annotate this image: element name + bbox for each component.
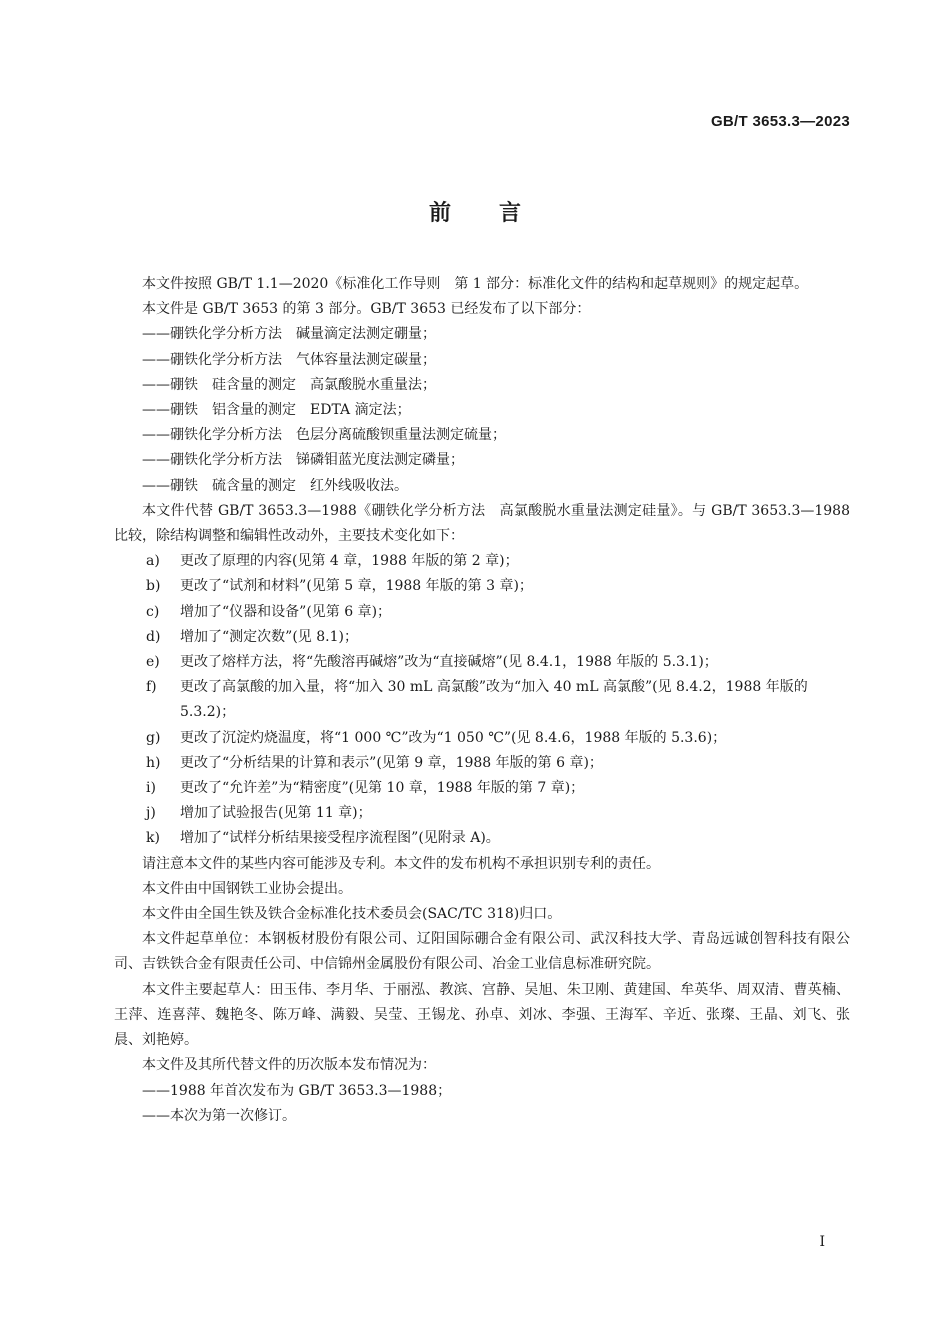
change-item — [114, 776, 850, 801]
change-item — [114, 574, 850, 599]
standard-number: GB/T 3653.3—2023 — [710, 113, 850, 130]
change-item-text: 增加了“试样分析结果接受程序流程图”(见附录 A)。 — [180, 830, 500, 847]
change-item-text: 更改了高氯酸的加入量，将“加入 30 mL 高氯酸”改为“加入 40 mL 高氯酸”(见 8.4.2，1988 年版的 5.3.2)； — [180, 679, 808, 721]
paragraph-replacement: 本文件代替 GB/T 3653.3—1988《硼铁化学分析方法 高氯酸脱水重量法测定硅量》。与 GB/T 3653.3—1988 比较，除结构调整和编辑性改动外，主要技术变化如下： — [114, 502, 850, 545]
change-item-label: j) — [146, 805, 156, 822]
change-item-text: 更改了原理的内容(见第 4 章，1988 年版的第 2 章)； — [180, 553, 519, 570]
change-item-label: a) — [146, 553, 160, 570]
change-item-label: b) — [146, 578, 161, 595]
title-char-2: 言 — [499, 201, 522, 226]
change-item — [114, 650, 850, 675]
page-title — [0, 196, 950, 227]
change-item-text: 更改了“允许差”为“精密度”(见第 10 章，1988 年版的第 7 章)； — [180, 780, 585, 797]
change-item-label: i) — [146, 780, 156, 797]
change-item-label: f) — [146, 679, 157, 696]
change-item — [114, 726, 850, 751]
change-item-text: 增加了试验报告(见第 11 章)； — [180, 805, 372, 822]
paragraph-drafting-rules: 本文件按照 GB/T 1.1—2020《标准化工作导则 第 1 部分：标准化文件的结构和起草规则》的规定起草。 — [142, 276, 809, 292]
list-item-part: ——硼铁 硫含量的测定 红外线吸收法。 — [142, 477, 408, 494]
list-item-part: ——硼铁化学分析方法 碱量滴定法测定硼量； — [142, 326, 436, 343]
list-item-history: ——1988 年首次发布为 GB/T 3653.3—1988； — [142, 1082, 452, 1099]
list-item-part: ——硼铁化学分析方法 色层分离硫酸钡重量法测定硫量； — [142, 427, 506, 444]
change-item — [114, 751, 850, 776]
change-item-text: 更改了熔样方法，将“先酸溶再碱熔”改为“直接碱熔”(见 8.4.1，1988 年版的 5.3.1)； — [180, 654, 718, 671]
change-item — [114, 826, 850, 851]
change-item-text: 增加了“仪器和设备”(见第 6 章)； — [180, 603, 392, 620]
paragraph-patent-notice: 请注意本文件的某些内容可能涉及专利。本文件的发布机构不承担识别专利的责任。 — [142, 855, 660, 872]
title-char-1: 前 — [428, 201, 451, 226]
change-item-label: g) — [146, 729, 161, 746]
paragraph-part-intro: 本文件是 GB/T 3653 的第 3 部分。GB/T 3653 已经发布了以下部分： — [142, 301, 591, 318]
change-item-text: 更改了“分析结果的计算和表示”(见第 9 章，1988 年版的第 6 章)； — [180, 754, 603, 771]
paragraph-proposed-by: 本文件由中国钢铁工业协会提出。 — [142, 880, 352, 897]
page-number: I — [819, 1234, 825, 1250]
paragraph-centralized-by: 本文件由全国生铁及铁合金标准化技术委员会(SAC/TC 318)归口。 — [142, 906, 562, 923]
change-item — [114, 625, 850, 650]
change-item-text: 增加了“测定次数”(见 8.1)； — [180, 628, 358, 645]
change-item-label: c) — [146, 603, 160, 620]
list-item-part: ——硼铁 铝含量的测定 EDTA 滴定法； — [142, 402, 411, 419]
paragraph-drafters: 本文件主要起草人：田玉伟、李月华、于丽泓、教滨、宫静、吴旭、朱卫刚、黄建国、牟英华、周双清、曹英楠、王萍、连喜萍、魏艳冬、陈万峰、满毅、吴莹、王锡龙、孙卓、刘冰、李强、王海军、辛近、张璨、王晶、刘飞、张晨、刘艳婷。 — [114, 981, 850, 1049]
list-item-part: ——硼铁化学分析方法 气体容量法测定碳量； — [142, 351, 436, 368]
change-item — [114, 675, 850, 725]
change-item-label: e) — [146, 654, 160, 671]
list-item-part: ——硼铁化学分析方法 锑磷钼蓝光度法测定磷量； — [142, 452, 464, 469]
change-item-label: d) — [146, 628, 161, 645]
change-item-text: 更改了沉淀灼烧温度，将“1 000 ℃”改为“1 050 ℃”(见 8.4.6，1988 年版的 5.3.6)； — [180, 729, 727, 746]
change-item-text: 更改了“试剂和材料”(见第 5 章，1988 年版的第 3 章)； — [180, 578, 533, 595]
foreword-body — [114, 272, 850, 1129]
paragraph-drafting-units: 本文件起草单位：本钢板材股份有限公司、辽阳国际硼合金有限公司、武汉科技大学、青岛远诚创智科技有限公司、吉铁铁合金有限责任公司、中信锦州金属股份有限公司、冶金工业信息标准研究院。 — [114, 931, 850, 973]
list-item-part: ——硼铁 硅含量的测定 高氯酸脱水重量法； — [142, 376, 436, 393]
change-item — [114, 600, 850, 625]
list-item-history: ——本次为第一次修订。 — [142, 1107, 296, 1124]
change-item — [114, 549, 850, 574]
change-item — [114, 801, 850, 826]
paragraph-history-intro: 本文件及其所代替文件的历次版本发布情况为： — [142, 1057, 436, 1074]
change-item-label: h) — [146, 754, 161, 771]
change-item-label: k) — [146, 830, 160, 847]
